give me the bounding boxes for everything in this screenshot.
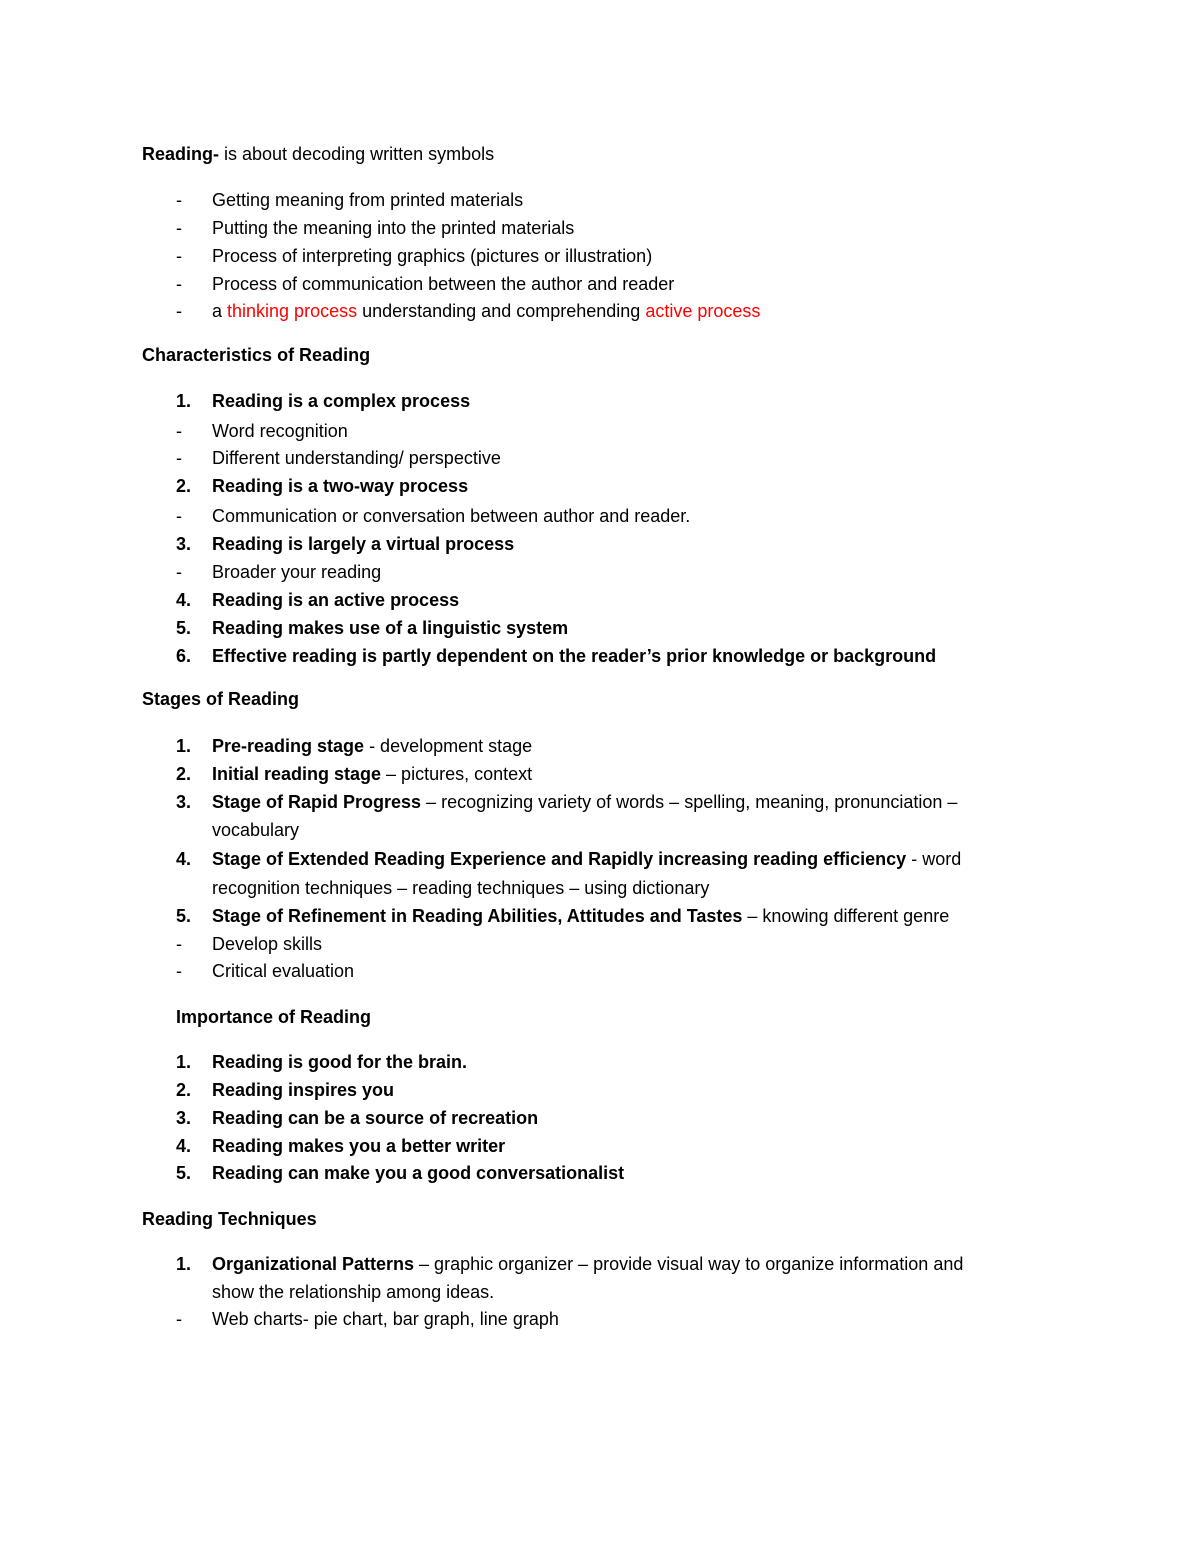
list-item xyxy=(0,905,1200,927)
section-heading-importance: Importance of Reading xyxy=(176,1007,372,1027)
list-number: 4. xyxy=(176,590,192,610)
list-number: 5. xyxy=(176,618,192,638)
list-item xyxy=(0,960,1200,982)
list-number: 2. xyxy=(176,1080,192,1100)
list-item-text: vocabulary xyxy=(212,820,300,840)
bullet-dash: - xyxy=(176,934,182,954)
list-item xyxy=(0,933,1200,955)
list-item-text: Reading is largely a virtual process xyxy=(212,534,515,554)
list-item-text: Process of interpreting graphics (pictures or illustration) xyxy=(212,246,653,266)
list-item xyxy=(0,475,1200,497)
bullet-dash: - xyxy=(176,506,182,526)
list-number: 1. xyxy=(176,1254,192,1274)
list-item-text: Reading is an active process xyxy=(212,590,460,610)
list-number: 1. xyxy=(176,736,192,756)
list-item xyxy=(0,505,1200,527)
list-item-continuation xyxy=(0,1281,1200,1303)
section-heading-characteristics: Characteristics of Reading xyxy=(142,345,371,365)
list-item xyxy=(0,735,1200,757)
list-item-text: Reading is a two-way process xyxy=(212,476,469,496)
list-item-text: Word recognition xyxy=(212,421,348,441)
list-item xyxy=(0,1107,1200,1129)
list-item-text: Reading is a complex process xyxy=(212,391,471,411)
intro-title-term: Reading- xyxy=(142,144,220,164)
bullet-dash: - xyxy=(176,421,182,441)
list-item xyxy=(0,589,1200,611)
list-item-text: Stage of Refinement in Reading Abilities, Attitudes and Tastes – knowing different genre xyxy=(212,906,950,926)
list-number: 1. xyxy=(176,391,192,411)
list-item-text: Critical evaluation xyxy=(212,961,355,981)
list-item xyxy=(0,645,1200,667)
list-number: 3. xyxy=(176,792,192,812)
list-item-text: Develop skills xyxy=(212,934,323,954)
list-item-text: Different understanding/ perspective xyxy=(212,448,501,468)
bullet-dash: - xyxy=(176,961,182,981)
bullet-dash: - xyxy=(176,1309,182,1329)
list-item-text: Organizational Patterns – graphic organizer – provide visual way to organize information and xyxy=(212,1254,964,1274)
list-number: 3. xyxy=(176,1108,192,1128)
list-item xyxy=(0,561,1200,583)
list-number: 5. xyxy=(176,1163,192,1183)
list-item xyxy=(0,1079,1200,1101)
list-number: 2. xyxy=(176,476,192,496)
list-item xyxy=(0,1051,1200,1073)
list-item xyxy=(0,617,1200,639)
list-number: 6. xyxy=(176,646,192,666)
bullet-dash: - xyxy=(176,448,182,468)
list-item xyxy=(0,217,1200,239)
list-item-text: Effective reading is partly dependent on the reader’s prior knowledge or background xyxy=(212,646,937,666)
list-item-text: Initial reading stage – pictures, context xyxy=(212,764,533,784)
list-item-text: Communication or conversation between author and reader. xyxy=(212,506,691,526)
list-item-text: show the relationship among ideas. xyxy=(212,1282,495,1302)
list-item-text: Reading can make you a good conversationalist xyxy=(212,1163,625,1183)
list-item-text: Stage of Extended Reading Experience and Rapidly increasing reading efficiency - word xyxy=(212,849,962,869)
list-item-text: Process of communication between the author and reader xyxy=(212,274,675,294)
list-item-text: Pre-reading stage - development stage xyxy=(212,736,533,756)
list-item-text: Stage of Rapid Progress – recognizing variety of words – spelling, meaning, pronunciation – xyxy=(212,792,958,812)
list-item xyxy=(0,533,1200,555)
bullet-dash: - xyxy=(176,218,182,238)
highlight-thinking-process: thinking process xyxy=(227,301,358,321)
bullet-dash: - xyxy=(176,190,182,210)
list-number: 2. xyxy=(176,764,192,784)
list-item-text: Reading makes use of a linguistic system xyxy=(212,618,569,638)
list-number: 5. xyxy=(176,906,192,926)
list-item xyxy=(0,1308,1200,1330)
list-item xyxy=(0,1253,1200,1275)
list-item-text: a thinking process understanding and comprehending active process xyxy=(212,301,761,321)
list-item xyxy=(0,300,1200,322)
list-item-text: Broader your reading xyxy=(212,562,382,582)
bullet-dash: - xyxy=(176,274,182,294)
list-item xyxy=(0,273,1200,295)
intro-title xyxy=(142,143,494,165)
bullet-dash: - xyxy=(176,301,182,321)
list-item xyxy=(0,791,1200,813)
section-heading-techniques: Reading Techniques xyxy=(142,1209,317,1229)
list-item xyxy=(0,1162,1200,1184)
list-item xyxy=(0,245,1200,267)
list-item xyxy=(0,447,1200,469)
list-number: 4. xyxy=(176,849,192,869)
list-item xyxy=(0,420,1200,442)
list-item-text: recognition techniques – reading techniques – using dictionary xyxy=(212,878,710,898)
section-heading-stages: Stages of Reading xyxy=(142,689,300,709)
list-number: 3. xyxy=(176,534,192,554)
list-item-continuation xyxy=(0,819,1200,841)
list-item-text: Reading is good for the brain. xyxy=(212,1052,468,1072)
highlight-active-process: active process xyxy=(645,301,761,321)
list-number: 1. xyxy=(176,1052,192,1072)
list-item-text: Getting meaning from printed materials xyxy=(212,190,524,210)
list-item-text: Reading makes you a better writer xyxy=(212,1136,506,1156)
list-item xyxy=(0,1135,1200,1157)
bullet-dash: - xyxy=(176,562,182,582)
intro-title-definition: is about decoding written symbols xyxy=(219,144,495,164)
list-item xyxy=(0,848,1200,870)
bullet-dash: - xyxy=(176,246,182,266)
list-item xyxy=(0,189,1200,211)
list-item-text: Reading inspires you xyxy=(212,1080,395,1100)
list-item-text: Reading can be a source of recreation xyxy=(212,1108,539,1128)
list-item-text: Web charts- pie chart, bar graph, line graph xyxy=(212,1309,559,1329)
list-item-text: Putting the meaning into the printed materials xyxy=(212,218,575,238)
list-item-continuation xyxy=(0,877,1200,899)
list-item xyxy=(0,763,1200,785)
list-number: 4. xyxy=(176,1136,192,1156)
list-item xyxy=(0,390,1200,412)
